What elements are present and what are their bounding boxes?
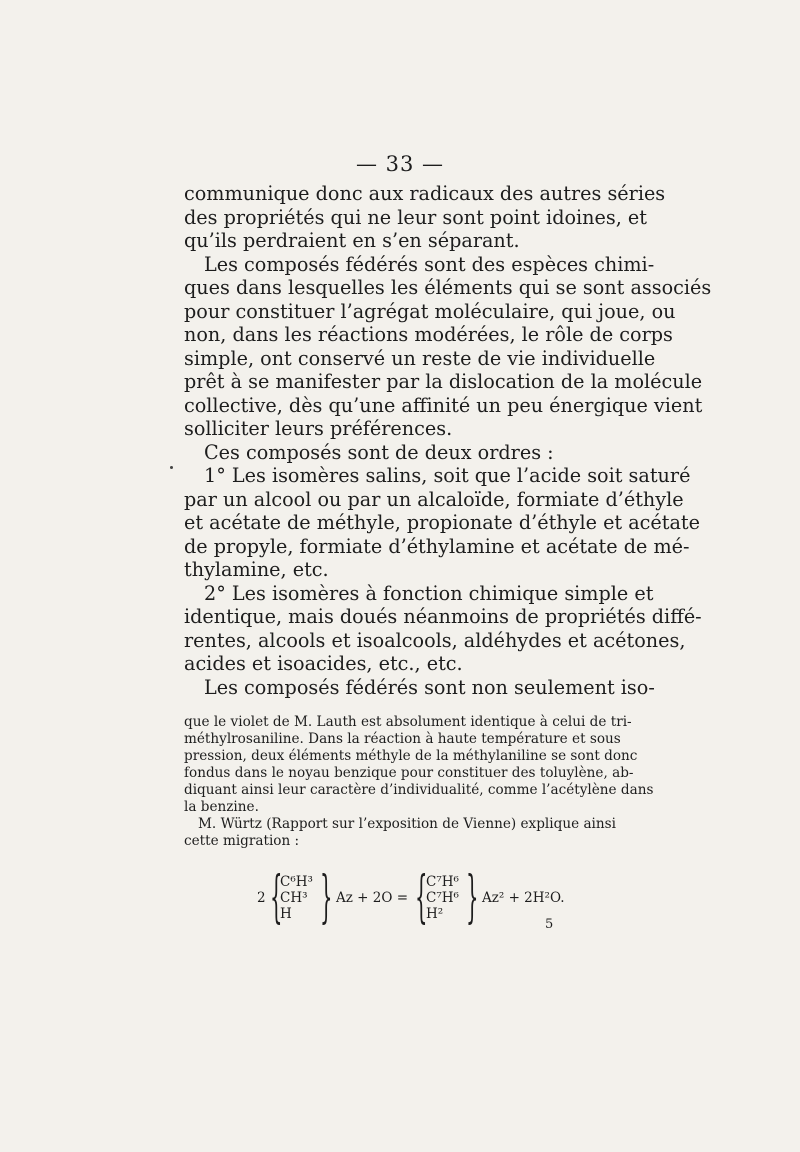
- signature-mark: 5: [545, 917, 554, 932]
- note-line: pression, deux éléments méthyle de la méthylaniline se sont donc: [184, 748, 638, 764]
- text-line: par un alcool ou par un alcaloïde, formiate d’éthyle: [184, 487, 684, 511]
- text-line: solliciter leurs préférences.: [184, 417, 453, 440]
- note-line: M. Würtz (Rapport sur l’exposition de Vienne) explique ainsi: [198, 816, 616, 832]
- text-line: ques dans lesquelles les éléments qui se sont associés: [184, 276, 712, 299]
- note-line: diquant ainsi leur caractère d’individualité, comme l’acétylène dans: [184, 782, 654, 798]
- page-number: — 33 —: [355, 152, 445, 176]
- text-line: collective, dès qu’une affinité un peu énergique vient: [184, 393, 703, 417]
- text-line: 1° Les isomères salins, soit que l’acide soit saturé: [204, 464, 691, 487]
- text-line: pour constituer l’agrégat moléculaire, qui joue, ou: [184, 299, 676, 323]
- text-line: communique donc aux radicaux des autres séries: [184, 182, 666, 205]
- text-line: rentes, alcools et isoalcools, aldéhydes et acétones,: [184, 628, 686, 652]
- footnote: [184, 714, 654, 850]
- text-line: identique, mais doués néanmoins de propriétés diffé-: [184, 605, 702, 628]
- left-brace-icon: {: [270, 865, 283, 930]
- formula-term: C⁶H³: [280, 874, 313, 890]
- text-line: acides et isoacides, etc., etc.: [184, 652, 463, 675]
- formula-result: Az² + 2H²O.: [482, 890, 565, 906]
- right-brace-icon: }: [320, 865, 333, 930]
- formula-term: CH³: [280, 890, 308, 906]
- text-line: de propyle, formiate d’éthylamine et acétate de mé-: [184, 534, 690, 558]
- text-line: Ces composés sont de deux ordres :: [204, 440, 554, 464]
- text-line: des propriétés qui ne leur sont point idoines, et: [184, 205, 647, 229]
- formula-operator: Az + 2O =: [336, 890, 409, 906]
- right-brace-icon: }: [466, 865, 479, 930]
- text-line: non, dans les réactions modérées, le rôle de corps: [184, 323, 673, 346]
- ink-speck: [170, 466, 173, 469]
- text-line: simple, ont conservé un reste de vie individuelle: [184, 346, 656, 370]
- note-line: méthylrosaniline. Dans la réaction à haute température et sous: [184, 731, 621, 747]
- text-line: 2° Les isomères à fonction chimique simple et: [204, 581, 654, 605]
- main-text: [184, 182, 712, 699]
- note-line: fondus dans le noyau benzique pour constituer des toluylène, ab-: [184, 765, 634, 781]
- text-line: Les composés fédérés sont non seulement iso-: [204, 675, 655, 699]
- formula-term: C⁷H⁶: [426, 874, 459, 890]
- formula-term: H: [280, 906, 292, 922]
- text-line: Les composés fédérés sont des espèces chimi-: [204, 252, 655, 276]
- formula-term: C⁷H⁶: [426, 890, 459, 906]
- text-line: qu’ils perdraient en s’en séparant.: [184, 229, 520, 252]
- left-brace-icon: {: [415, 865, 428, 930]
- note-line: que le violet de M. Lauth est absolument identique à celui de tri-: [184, 714, 632, 730]
- note-line: la benzine.: [184, 799, 259, 815]
- text-line: prêt à se manifester par la dislocation de la molécule: [184, 370, 703, 393]
- formula-term: H²: [426, 906, 444, 922]
- text-line: thylamine, etc.: [184, 558, 329, 581]
- formula-coefficient: 2: [257, 890, 266, 906]
- text-line: et acétate de méthyle, propionate d’éthyle et acétate: [184, 511, 701, 534]
- note-line: cette migration :: [184, 833, 300, 849]
